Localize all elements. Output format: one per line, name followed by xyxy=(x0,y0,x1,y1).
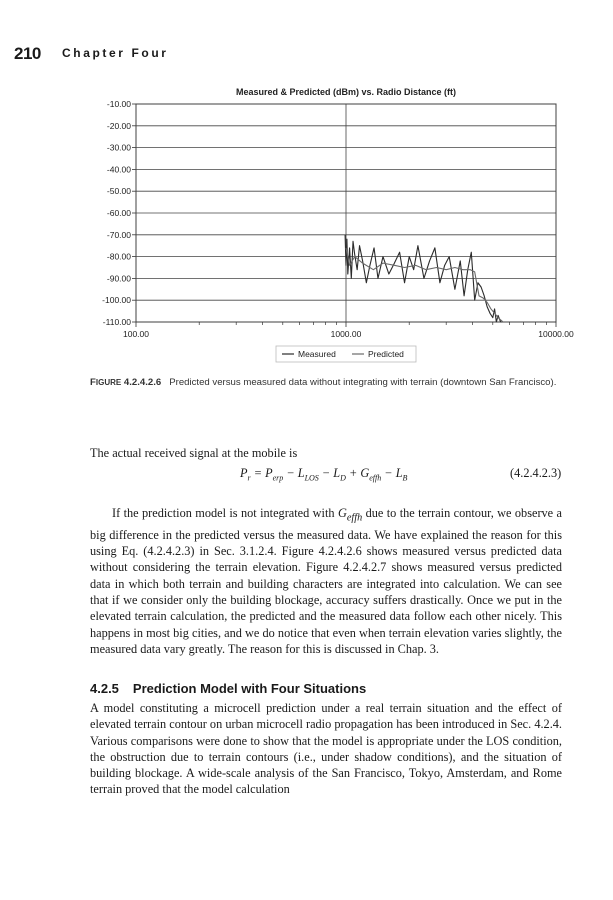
intro-sentence: The actual received signal at the mobile is xyxy=(90,446,298,460)
legend-label-predicted: Predicted xyxy=(368,349,404,359)
y-tick-label: -60.00 xyxy=(106,208,131,218)
eq-term-2: L xyxy=(297,466,305,480)
figure-label-small: IGURE xyxy=(95,378,122,387)
paragraph-1-rest: due to the terrain contour, we observe a big difference in the predicted versus the measured data. We have explained the reason for this using Eq. (4.2.4.2.3) in Sec. 3.1.2.4. Figure 4.2.4.2.6 shows measured versus predicted data without considering the terrain elevation. Figure 4.2.4.2.7 shows measured versus predicted data in which both terrain and building characters are integrated into calculation. We can see that if we consider only the building blockage, accuracy suffers drastically. Once we put in the elevated terrain calculation, the predicted and the measured data follow each other nicely. This happens in most big cities, and we do notice that even when terrain elevation varies slightly, the measured data vary greatly. The reason for this is discussed in Chap. 3. xyxy=(90,506,562,656)
paragraph-2: A model constituting a microcell prediction under a real terrain situation and the effect of elevated terrain contour on urban microcell radio propagation has been introduced in Sec. 4.2.4. Various comparisons were done to show that the model is appropriate under the LOS condition, the obstruction due to terrain contours (i.e., under shadow conditions), and the situation of building blockage. A wide-scale analysis of the San Francisco, Tokyo, Amsterdam, and Rome terrain proved that the model calculation xyxy=(90,701,562,797)
y-tick-label: -90.00 xyxy=(106,273,131,284)
legend-label-measured: Measured xyxy=(298,349,336,359)
measured-vs-predicted-chart xyxy=(88,80,574,370)
eq-term-1: P xyxy=(265,466,273,480)
page-number: 210 xyxy=(14,44,41,63)
eq-term-3-sub: D xyxy=(340,473,346,483)
y-tick-label: -10.00 xyxy=(106,99,131,109)
paragraph-1 xyxy=(90,505,562,657)
caption-text: Predicted versus measured data without integrating with terrain (downtown San Francisco). xyxy=(169,377,557,388)
eq-term-4-sub: effh xyxy=(369,473,382,483)
figure-label xyxy=(90,377,161,388)
x-tick-label: 10000.00 xyxy=(538,329,574,339)
y-tick-label: -100.00 xyxy=(102,295,131,306)
y-tick-label: -110.00 xyxy=(102,317,131,327)
y-tick-label: -30.00 xyxy=(106,142,131,153)
figure-label-number: 4.2.4.2.6 xyxy=(123,377,162,388)
eq-term-5-sub: B xyxy=(402,473,408,483)
x-tick-label: 1000.00 xyxy=(330,329,362,339)
y-tick-label: -20.00 xyxy=(106,120,131,131)
eq-term-1-sub: erp xyxy=(272,473,284,483)
section-number: 4.2.5 xyxy=(90,681,119,696)
y-tick-label: -70.00 xyxy=(106,229,131,240)
y-tick-label: -80.00 xyxy=(106,251,131,262)
g-effh-symbol: G xyxy=(337,506,347,520)
eq-lhs: P xyxy=(240,466,248,480)
equation-number: (4.2.4.2.3) xyxy=(510,466,562,480)
paragraph-1-start: If the prediction model is not integrated with xyxy=(112,506,338,520)
eq-term-4: G xyxy=(360,466,370,480)
equation-4-2-4-2-3: $P_r = P_{erp} - L_{LOS} - L_D + G_{effh} - L_B$ xyxy=(240,466,408,483)
chapter-title: Chapter Four xyxy=(62,46,169,60)
eq-term-3: L xyxy=(333,466,341,480)
section-heading xyxy=(90,681,366,696)
figure-label-cap: F xyxy=(90,377,96,388)
section-title: Prediction Model with Four Situations xyxy=(132,681,367,696)
figure-caption xyxy=(90,377,560,389)
eq-lhs-sub: r xyxy=(247,473,251,483)
chart-title: Measured & Predicted (dBm) vs. Radio Distance (ft) xyxy=(235,87,457,97)
y-tick-label: -50.00 xyxy=(106,186,131,197)
x-tick-label: 100.00 xyxy=(123,329,149,339)
eq-term-5: L xyxy=(395,466,403,480)
eq-term-2-sub: LOS xyxy=(304,473,319,483)
y-tick-label: -40.00 xyxy=(106,164,131,175)
g-effh-subscript: effh xyxy=(346,512,363,524)
